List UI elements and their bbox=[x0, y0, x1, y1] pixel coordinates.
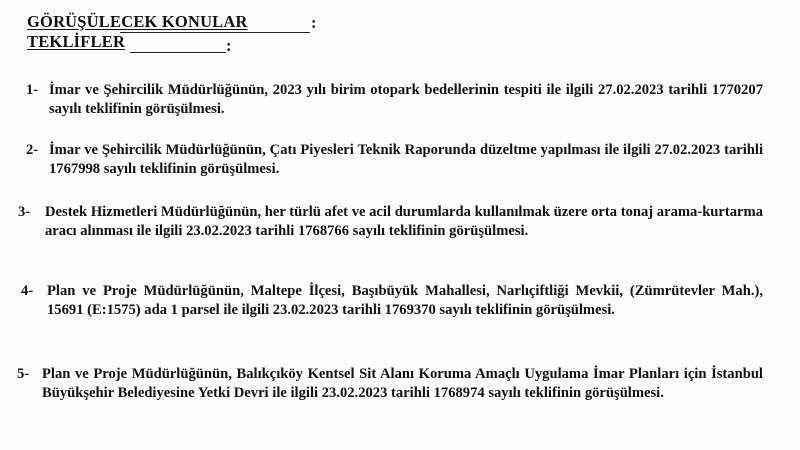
item-text: Plan ve Proje Müdürlüğünün, Maltepe İlçesi, Başıbüyük Mahallesi, Narlıçiftliği Mevkii, (Zümrütevler Mah.), 15691 (E:1575) ada 1 parsel ile ilgili 23.02.2023 tarihli 1769370 sayılı teklifinin görüşülmesi. bbox=[47, 283, 763, 318]
heading-proposals-colon: : bbox=[226, 36, 232, 55]
heading-topics-underline bbox=[120, 32, 310, 33]
heading-proposals: TEKLİFLER bbox=[27, 32, 126, 51]
heading-topics: GÖRÜŞÜLECEK KONULAR bbox=[27, 12, 248, 31]
item-number: 1- bbox=[26, 82, 39, 98]
item-text: İmar ve Şehircilik Müdürlüğünün, Çatı Piyesleri Teknik Raporunda düzeltme yapılması ile ilgili 27.02.2023 tarihli 1767998 sayılı teklifinin görüşülmesi. bbox=[49, 142, 763, 177]
item-number: 4- bbox=[21, 283, 34, 299]
heading-proposals-underline bbox=[130, 52, 226, 53]
item-text: Destek Hizmetleri Müdürlüğünün, her türlü afet ve acil durumlarda kullanılmak üzere orta tonaj arama-kurtarma aracı alınması ile ilgili 23.02.2023 tarihli 1768766 sayılı teklifinin görüşülmesi. bbox=[45, 204, 763, 239]
item-number: 3- bbox=[18, 204, 31, 220]
item-number: 5- bbox=[17, 366, 30, 382]
item-text: İmar ve Şehircilik Müdürlüğünün, 2023 yılı birim otopark bedellerinin tespiti ile ilgili 27.02.2023 tarihli 1770207 sayılı teklifinin görüşülmesi. bbox=[49, 82, 763, 117]
heading-topics-colon: : bbox=[311, 13, 317, 32]
item-text: Plan ve Proje Müdürlüğünün, Balıkçıköy Kentsel Sit Alanı Koruma Amaçlı Uygulama İmar Planları için İstanbul Büyükşehir Belediyesine Yetki Devri ile ilgili 23.02.2023 tarihli 1768974 sayılı teklifinin görüşülmesi. bbox=[42, 366, 763, 401]
item-number: 2- bbox=[26, 142, 39, 158]
